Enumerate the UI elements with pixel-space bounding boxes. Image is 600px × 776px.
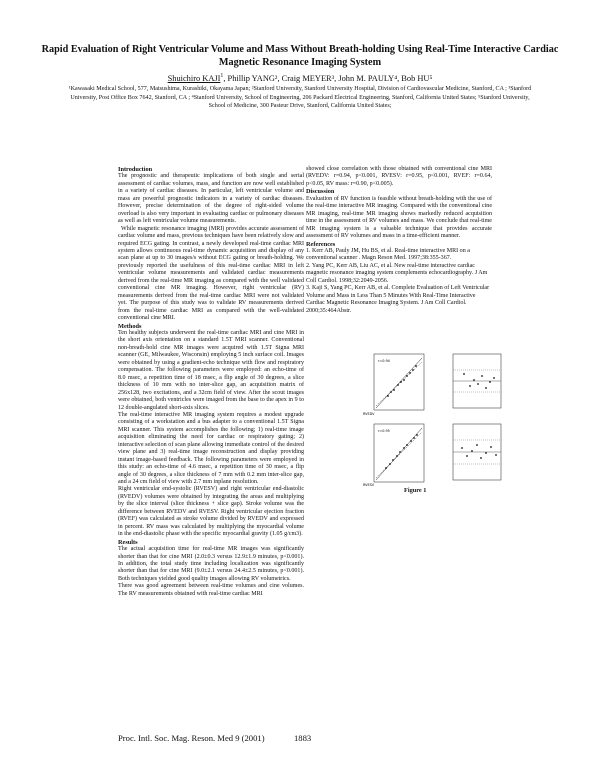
introduction-paragraph-2: While magnetic resonance imaging (MRI) provides accurate assessment of cardiac volume and mass, previous techniques have been relatively slow and required ECG gating. In contrast, a newly developed real-time cardiac MRI system allows continuous real-time dynamic acquisition and display of any scan plane at up to 30 images/s without ECG gating or breath-holding. We previously reported the usefulness of this real-time cardiac MRI in left ventricular volume measurements and validated cardiac measurements derived from the real-time MR imaging as compared with the well validated conventional cine MR imaging. However, right ventricular (RV) measurements derived from the real-time cardiac MRI were not validated yet. The purpose of this study was to validate RV measurements derived from the real-time cardiac MRI as compared with the well-validated conventional cine MRI.	[118, 225, 304, 322]
panel-a-stats: r=0.94	[378, 359, 390, 363]
right-column	[306, 166, 492, 315]
panel-c-label: RVESV	[363, 483, 375, 487]
methods-paragraph-1: Ten healthy subjects underwent the real-time cardiac MRI and cine MRI in the short axis orientation on a standard 1.5T MRI scanner. Conventional non-breath-hold cine MR images were acquired with 1.5T Signa MRI scanner (GE, Milwaukee, Wisconsin) employing 5 inch surface coil. Images were obtained by using a gradient-echo technique with flow and respiratory compensation. The following parameters were employed: an echo-time of 8.0 msec, a repetition time of 18 msec, a flip angle of 30 degrees, a slice thickness of 10 mm with no inter-slice gap, an acquisition matrix of 256x128, two excitations, and a 32cm field of view. After the scout images were obtained, both ventricles were imaged from the base to the apex in 9 to 12 double-angulated short-axis slices.	[118, 329, 304, 411]
figure-1	[306, 352, 502, 492]
discussion-paragraph: Evaluation of RV function is feasible without breath-holding with the use of the real-time interactive MR imaging. Compared with the conventional cine MR imaging, real-time MR imaging shows markedly reduced acquisition time in the assessment of RV volumes and mass. We conclude that real-time MR imaging system is a valuable technique that provides accurate assessment of RV volumes and mass in a time-efficient manner.	[306, 195, 492, 240]
introduction-heading: Introduction	[118, 166, 153, 173]
results-paragraph-2: There was good agreement between real-time volumes and cine volumes. The RV measurements obtained with real-time cardiac MRI	[118, 583, 304, 597]
first-author: Shuichiro KAJI	[167, 74, 221, 83]
journal-citation: Proc. Intl. Soc. Mag. Reson. Med 9 (2001)	[118, 733, 265, 743]
methods-paragraph-2: The real-time interactive MR imaging system requires a modest upgrade consisting of a workstation and a bus adapter to a conventional 1.5T Signa MRI scanner. This system accomplishes the following; 1) real-time image acquisition eliminating the need for cardiac or respiratory gating; 2) interactive selection of scan plane allowing immediate control of the desired view plane and 3) real-time image reconstruction and display providing instant image-based feedback. The following parameters were employed in this study: an echo-time of 4.6 msec, a repetition time of 30 msec, a flip angle of 30 degrees, a slice thickness of 7 mm with 0.2 mm inter-slice gap, and a 24 cm field of view with 2.7 mm inplane resolution.	[118, 411, 304, 486]
reference-list	[306, 248, 492, 315]
affiliations: ¹Kawasaki Medical School, 577, Matsushima, Kurashiki, Okayama Japan; ²Stanford University, Stanford University Hospital, Division of Cardiovascular Medicine, Stanford, CA ; ³Stanford University, Post Office Box 7642, Stanford, CA ; ⁴Stanford University, School of Engineering, 206 Packard Electrical Engineering, Stanford, California United States; ⁵Stanford University, School of Medicine, 300 Pasteur Drive, Stanford, California United States;	[68, 86, 532, 110]
methods-paragraph-3: Right ventricular end-systolic (RVESV) and right ventricular end-diastolic (RVEDV) volumes were obtained by integrating the areas and multiplying by the slice interval (slice thickness + slice gap). Stroke volume was the difference between RVEDV and RVESV. Right ventricular ejection fraction (RVEF) was calculated as stroke volume divided by RVEDV and expressed in percent. RV mass was calculated by multiplying the myocardial volume in the end-diastolic phase with the specific myocardial gravity (1.05 g/cm3).	[118, 486, 304, 538]
results-paragraph-1: The actual acquisition time for real-time MR images was significantly shorter than that for cine MRI (2.0±0.3 versus 12.9±1.9 minutes, p<0.001). In addition, the total study time including localization was significantly shorter than that for cine MRI (9.0±2.1 versus 24.4±2.5 minutes, p<0.001). Both techniques yielded good quality images allowing RV volumetrics.	[118, 546, 304, 582]
reference-2: 2. Yang PC, Kerr AB, Liu AC, et al. New real-time interactive cardiac magnetic resonance imaging system complements echocardiography. J Am Coll Cardiol. 1998;32:2049-2056.	[306, 262, 488, 284]
results-heading: Results	[118, 538, 138, 546]
page-number: 1883	[294, 733, 312, 743]
panel-rvesv-bland-altman	[453, 424, 501, 480]
reference-1: 1. Kerr AB, Pauly JM, Hu BS, et al. Real-time interactive MRI on a conventional scanner . Magn Reson Med. 1997;38:355-367.	[306, 247, 470, 262]
panel-a-label: RVEDV	[363, 412, 375, 416]
introduction-paragraph-1: The prognostic and therapeutic implications of both single and serial assessment of cardiac volumes, mass, and function are now well established in a variety of cardiac diseases. In particular, left ventricular volume and mass are powerful prognostic indicators in a variety of cardiac diseases. However, precise determination of the degree of right-sided volume overload is also very important in evaluating cardiac or pulmonary diseases as well as left ventricular volume measurements.	[118, 173, 304, 225]
left-column	[118, 166, 304, 598]
other-authors: , Phillip YANG², Craig MEYER³, John M. PAULY⁴, Bob HU⁵	[223, 74, 433, 83]
first-author-affil: 1	[220, 73, 224, 80]
panel-rvedv-bland-altman	[453, 354, 501, 408]
references-heading: References	[306, 240, 336, 248]
results-continued: showed close correlation with those obtained with conventional cine MRI (RVEDV: r=0.94, p<0.001, RVESV: r=0.95, p<0.001, RVEF: r=0.64, p<0.05, RV mass: r=0.90, p<0.005).	[306, 166, 492, 187]
methods-heading: Methods	[118, 322, 142, 330]
panel-c-stats: r=0.95	[378, 429, 390, 433]
panel-rvesv-scatter	[363, 424, 424, 487]
reference-3: 3. Kaji S, Yang PC, Kerr AB, et al. Complete Evaluation of Left Ventricular Volume and Mass in Less Than 5 Minutes With Real-Time Interactive Cardiac Magnetic Resonance Imaging System. J Am Coll Cardiol. 2000;35:464Abstr.	[306, 285, 490, 314]
paper-title: Rapid Evaluation of Right Ventricular Volume and Mass Without Breath-holding Using Real-Time Interactive Cardiac Magnetic Resonance Imaging System	[41, 44, 559, 68]
discussion-heading: Discussion	[306, 188, 335, 196]
author-list	[60, 74, 540, 84]
panel-rvedv-scatter	[363, 354, 424, 416]
figure-caption: Figure 1	[404, 487, 427, 494]
